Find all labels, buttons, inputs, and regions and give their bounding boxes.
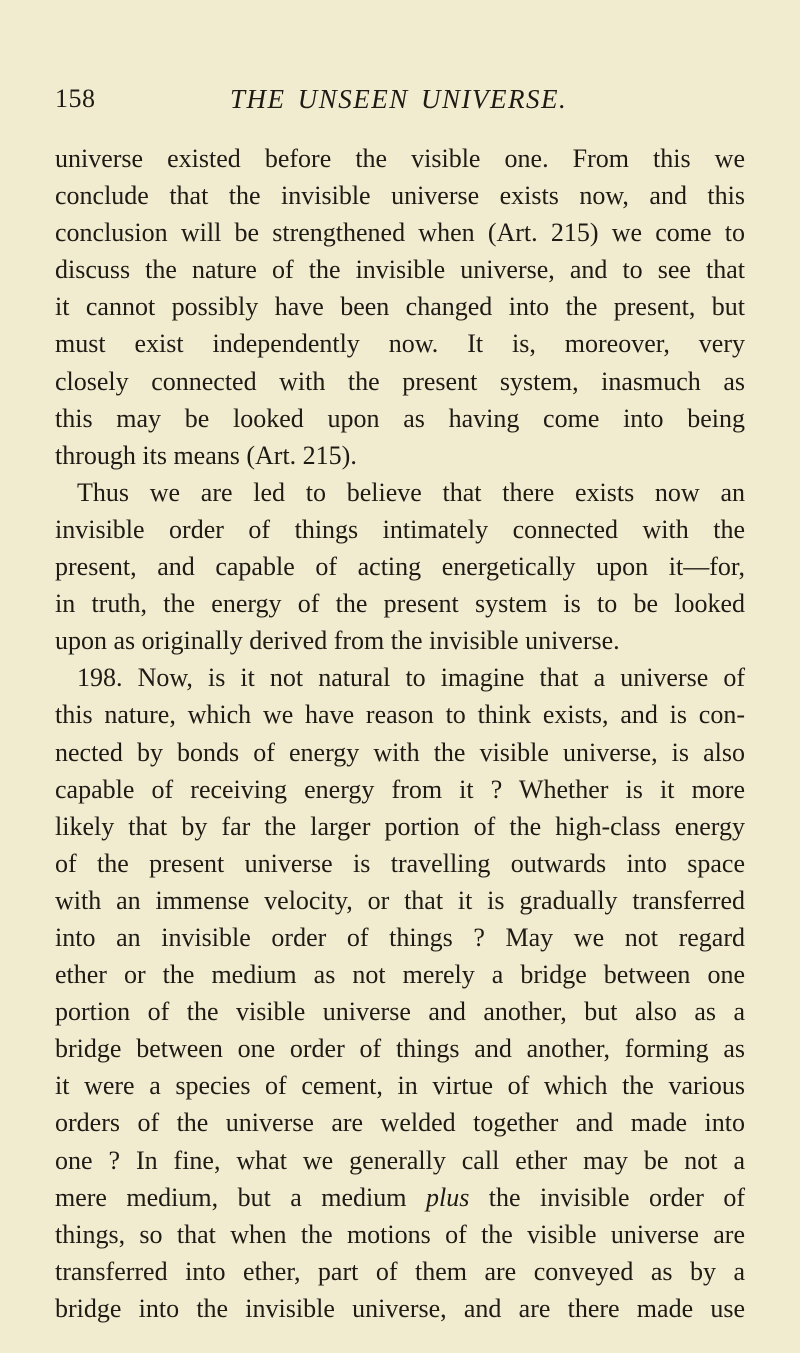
text-line: of the present universe is travelling outwards into space bbox=[55, 848, 745, 878]
text-line: conclusion will be strengthened when (Art. 215) we come to bbox=[55, 218, 745, 248]
text-line: universe existed before the visible one. From this we bbox=[55, 144, 745, 173]
body-text bbox=[55, 140, 745, 1327]
text-line: conclude that the invisible universe exists now, and this bbox=[55, 181, 745, 211]
text-line: Thus we are led to believe that there exists now an bbox=[77, 477, 745, 507]
text-line: likely that by far the larger portion of the high-class energy bbox=[55, 811, 745, 841]
text-line: into an invisible order of things ? May we not regard bbox=[55, 922, 745, 952]
text-line: nected by bonds of energy with the visible universe, is also bbox=[55, 737, 745, 767]
text-line: bridge between one order of things and another, forming as bbox=[55, 1034, 745, 1064]
text-line: portion of the visible universe and another, but also as a bbox=[55, 997, 745, 1027]
text-line: discuss the nature of the invisible universe, and to see that bbox=[55, 255, 745, 285]
text-line: capable of receiving energy from it ? Whether is it more bbox=[55, 774, 745, 804]
text-line: bridge into the invisible universe, and are there made use bbox=[55, 1293, 745, 1323]
text-line: ether or the medium as not merely a bridge between one bbox=[55, 960, 745, 990]
text-line bbox=[55, 1179, 745, 1216]
text-line: in truth, the energy of the present system is to be looked bbox=[55, 589, 745, 619]
text-line: through its means (Art. 215). bbox=[55, 440, 357, 470]
text-line: one ? In fine, what we generally call ether may be not a bbox=[55, 1145, 745, 1175]
page-number: 158 bbox=[55, 84, 96, 113]
text-line: orders of the universe are welded together and made into bbox=[55, 1108, 745, 1138]
text-line: it cannot possibly have been changed into the present, but bbox=[55, 292, 745, 322]
text-line-end: the invisible order of bbox=[469, 1182, 745, 1212]
text-line: things, so that when the motions of the visible universe are bbox=[55, 1219, 745, 1249]
running-title: THE UNSEEN UNIVERSE. bbox=[230, 84, 568, 114]
text-line: this nature, which we have reason to think exists, and is con- bbox=[55, 700, 745, 730]
text-line: invisible order of things intimately connected with the bbox=[55, 514, 745, 544]
text-line-start: mere medium, but a medium bbox=[55, 1182, 426, 1212]
running-head bbox=[55, 84, 745, 124]
text-line: transferred into ether, part of them are conveyed as by a bbox=[55, 1256, 745, 1286]
text-line: upon as originally derived from the invisible universe. bbox=[55, 626, 620, 656]
text-line: this may be looked upon as having come into being bbox=[55, 403, 745, 433]
italic-word: plus bbox=[425, 1182, 470, 1212]
text-line: it were a species of cement, in virtue of which the various bbox=[55, 1071, 745, 1101]
text-line: must exist independently now. It is, moreover, very bbox=[55, 329, 745, 359]
text-line: 198. Now, is it not natural to imagine that a universe of bbox=[77, 663, 745, 693]
text-line: with an immense velocity, or that it is gradually transferred bbox=[55, 885, 745, 915]
text-line: closely connected with the present system, inasmuch as bbox=[55, 366, 745, 396]
text-line: present, and capable of acting energetically upon it—for, bbox=[55, 552, 745, 582]
